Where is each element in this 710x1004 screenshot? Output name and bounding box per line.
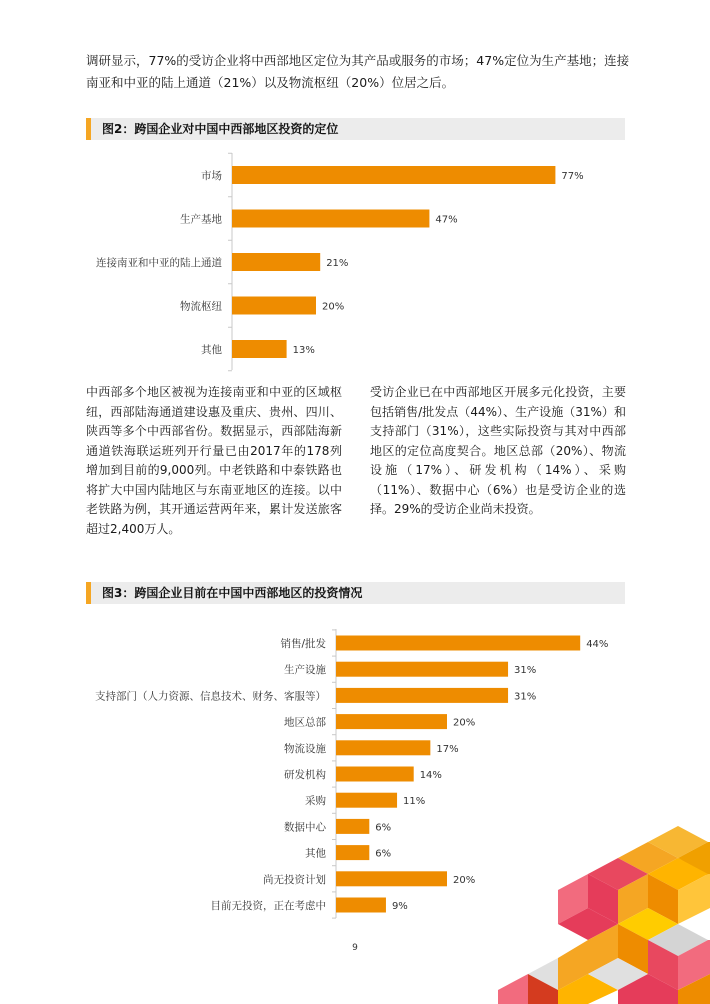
figure3-value-label: 17% [436,743,459,755]
figure2-category-label: 市场 [201,170,222,182]
figure2-title: 图2：跨国企业对中国中西部地区投资的定位 [102,122,339,136]
figure3-category-label: 地区总部 [284,716,326,729]
figure3-value-label: 44% [586,639,609,650]
figure3-category-label: 物流设施 [284,742,326,755]
figure3-value-label: 20% [453,874,476,886]
figure2-value-label: 20% [322,301,345,313]
figure3-category-label: 数据中心 [284,821,326,834]
figure3-category-label: 目前无投资，正在考虑中 [210,900,326,912]
left-column-text: 中西部多个地区被视为连接南亚和中亚的区域枢纽，西部陆海通道建设惠及重庆、贵州、四川、陕西等多个中西部省份。数据显示，西部陆海新通道铁海联运班列开行量已由2017年的178列增加到目前的9,000列。中老铁路和中泰铁路也将扩大中国内陆地区与东南亚地区的连接。以中老铁路为例，其开通运营两年来，累计发送旅客超过2,400万人。 [86,385,342,536]
figure3-category-label: 销售/批发 [280,638,326,650]
figure3-title: 图3：跨国企业目前在中国中西部地区的投资情况 [102,586,363,600]
figure3-value-label: 9% [391,901,408,912]
figure2-value-label: 77% [561,171,584,182]
figure3-category-label: 采购 [305,795,326,808]
figure3-category-label: 支持部门（人力资源、信息技术、财务、客服等） [95,690,326,703]
figure2-value-label: 13% [292,345,315,356]
figure3-category-label: 研发机构 [284,769,326,781]
figure3-category-label: 生产设施 [284,664,326,677]
figure2-value-label: 47% [435,214,458,226]
right-column-text: 受访企业已在中西部地区开展多元化投资，主要包括销售/批发点（44%）、生产设施（31%）和支持部门（31%），这些实际投资与其对中西部地区的定位高度契合。地区总部（20%）、物流设施（17%）、研发机构（14%）、采购（11%）、数据中心（6%）也是受访企业的选择。29%的受访企业尚未投资。 [370,385,626,516]
page-number: 9 [352,943,358,953]
figure3-value-label: 6% [375,822,392,834]
figure3-category-label: 其他 [305,847,326,860]
figure3-value-label: 20% [453,717,476,729]
figure2-category-label: 物流枢纽 [180,300,222,313]
figure3-category-label: 尚无投资计划 [263,873,326,886]
figure2-category-label: 其他 [201,344,222,356]
cube-pattern [498,826,710,1004]
figure2-category-label: 连接南亚和中亚的陆上通道 [96,257,222,269]
figure3-value-label: 6% [375,848,392,860]
figure3-value-label: 31% [514,665,537,677]
intro-paragraph: 调研显示，77%的受访企业将中西部地区定位为其产品或服务的市场；47%定位为生产基地；连接南亚和中亚的陆上通道（21%）以及物流枢纽（20%）位居之后。 [86,53,630,90]
figure2-category-label: 生产基地 [180,213,222,226]
figure3-value-label: 31% [514,691,537,703]
figure3-value-label: 11% [403,796,426,808]
figure3-value-label: 14% [419,770,442,781]
figure2-value-label: 21% [326,258,349,269]
